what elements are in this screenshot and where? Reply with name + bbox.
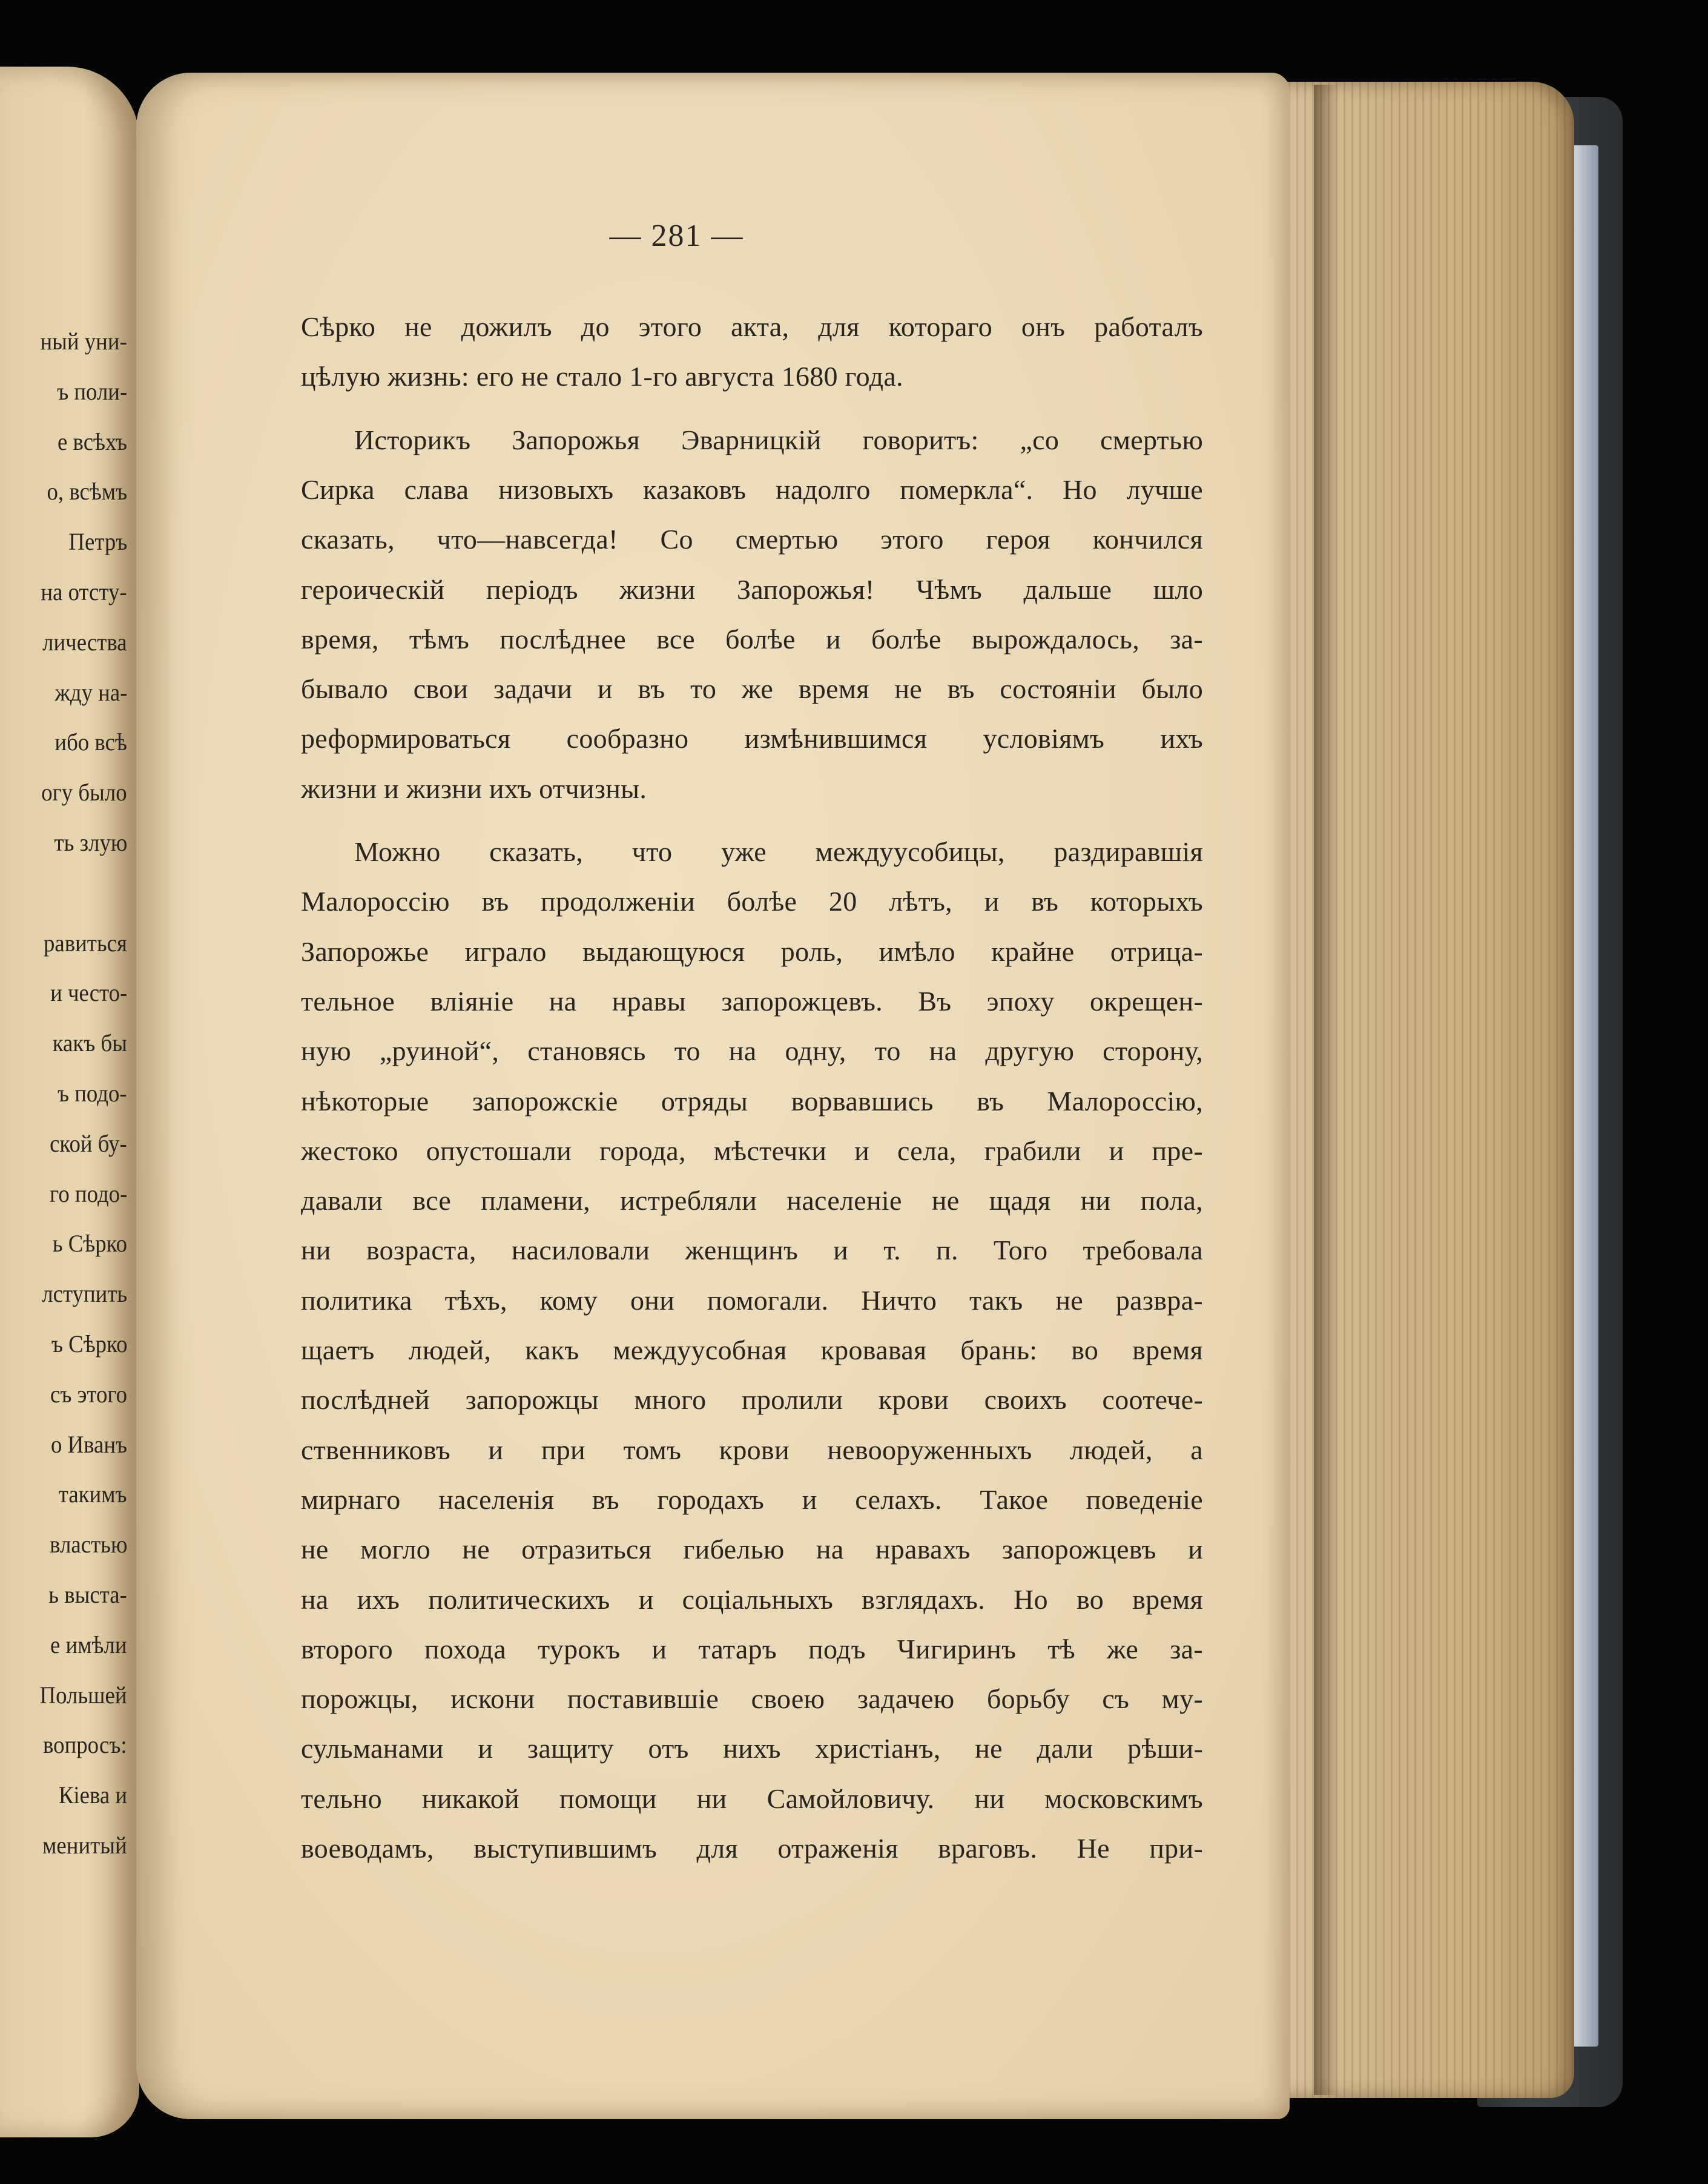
left-page-line: огу было (41, 779, 127, 807)
left-page-line: властью (49, 1531, 127, 1559)
left-page-line: менитый (42, 1832, 127, 1859)
text-line: на ихъ политическихъ и соціальныхъ взглядахъ. Но во время (301, 1583, 1203, 1615)
left-page-line: какъ бы (52, 1029, 127, 1057)
text-line: Сѣрко не дожилъ до этого акта, для котораго онъ работалъ (301, 311, 1203, 342)
text-line: мирнаго населенія въ городахъ и селахъ. Такое поведеніе (301, 1483, 1203, 1515)
left-page-line: о, всѣмъ (47, 478, 127, 506)
text-line: ную „руиной“, становясь то на одну, то на другую сторону, (301, 1035, 1203, 1067)
text-line: жизни и жизни ихъ отчизны. (301, 773, 647, 804)
text-line: реформироваться сообразно измѣнившимся условіямъ ихъ (301, 723, 1203, 754)
left-page-line: е всѣхъ (57, 427, 127, 455)
left-page-line: ъ поли- (56, 377, 127, 405)
text-line: нѣкоторые запорожскіе отряды ворвавшись въ Малороссію, (301, 1085, 1203, 1117)
left-page-line: ь выста- (48, 1581, 127, 1608)
text-line: тельно никакой помощи ни Самойловичу. ни московскимъ (301, 1783, 1203, 1814)
text-line: Запорожье играло выдающуюся роль, имѣло крайне отрица- (301, 935, 1203, 967)
left-page-line: ь Сѣрко (52, 1230, 127, 1258)
left-page-line: Петръ (68, 528, 127, 556)
text-line: сказать, что—навсегда! Со смертью этого героя кончился (301, 524, 1203, 555)
text-line: время, тѣмъ послѣднее все болѣе и болѣе вырождалось, за- (301, 623, 1203, 655)
text-line: Сирка слава низовыхъ казаковъ надолго померкла“. Но лучше (301, 473, 1203, 505)
text-line: политика тѣхъ, кому они помогали. Ничто такъ не развра- (301, 1284, 1203, 1316)
left-page-line: Кіева и (58, 1781, 127, 1809)
text-line: порожцы, искони поставившіе своею задачею борьбу съ му- (301, 1683, 1203, 1715)
left-page-line: Польшей (39, 1681, 127, 1709)
text-line: ственниковъ и при томъ крови невооруженныхъ людей, а (301, 1434, 1203, 1465)
left-page-line: ской бу- (50, 1129, 127, 1157)
text-line: бывало свои задачи и въ то же время не въ состояніи было (301, 673, 1203, 705)
text-line: воеводамъ, выступившимъ для отраженія враговъ. Не при- (301, 1833, 1203, 1864)
text-line: Историкъ Запорожья Эварницкій говоритъ: „со смертью (354, 424, 1203, 455)
left-page-line: такимъ (59, 1480, 127, 1508)
left-page-line: е имѣли (50, 1631, 127, 1658)
text-line: цѣлую жизнь: его не стало 1-го августа 1680 года. (301, 361, 903, 392)
previous-page-edge (0, 67, 139, 2137)
book-page (136, 73, 1290, 2119)
left-page-line: вопросъ: (43, 1731, 127, 1759)
left-page-line: ть злую (54, 829, 127, 856)
text-line: героическій періодъ жизни Запорожья! Чѣмъ дальше шло (301, 573, 1203, 605)
text-line: не могло не отразиться гибелью на нравахъ запорожцевъ и (301, 1534, 1203, 1565)
left-page-line: ъ подо- (58, 1080, 127, 1107)
text-line: давали все пламени, истребляли населеніе не щадя ни пола, (301, 1185, 1203, 1216)
text-line: ни возраста, насиловали женщинъ и т. п. Того требовала (301, 1235, 1203, 1266)
left-page-line: ный уни- (40, 328, 127, 355)
text-line: Можно сказать, что уже междуусобицы, раздиравшія (354, 836, 1203, 867)
left-page-line: на отсту- (41, 578, 127, 605)
text-line: жестоко опустошали города, мѣстечки и села, грабили и пре- (301, 1135, 1203, 1166)
text-line: Малороссію въ продолженіи болѣе 20 лѣтъ, и въ которыхъ (301, 886, 1203, 917)
text-line: щаетъ людей, какъ междуусобная кровавая брань: во время (301, 1334, 1203, 1365)
left-page-line: равиться (44, 929, 127, 957)
left-page-line: о Иванъ (50, 1430, 127, 1458)
text-line: второго похода турокъ и татаръ подъ Чигиринъ тѣ же за- (301, 1633, 1203, 1664)
left-page-line: съ этого (50, 1380, 127, 1408)
text-line: сульманами и защиту отъ нихъ христіанъ, не дали рѣши- (301, 1733, 1203, 1764)
page-gutter-shadow (1314, 85, 1338, 2095)
left-page-line: лступить (42, 1280, 127, 1308)
page-number: — 281 — (609, 219, 744, 253)
left-page-line: и често- (50, 979, 127, 1007)
text-line: тельное вліяніе на нравы запорожцевъ. Въ эпоху окрещен- (301, 985, 1203, 1017)
left-page-line: жду на- (54, 678, 127, 706)
left-page-line: ибо всѣ (54, 728, 127, 756)
text-line: послѣдней запорожцы много пролили крови своихъ соотече- (301, 1384, 1203, 1416)
left-page-line: го подо- (49, 1179, 127, 1207)
left-page-line: личества (42, 628, 127, 656)
left-page-line: ъ Сѣрко (51, 1330, 127, 1358)
stacked-page-edges (1259, 82, 1574, 2098)
